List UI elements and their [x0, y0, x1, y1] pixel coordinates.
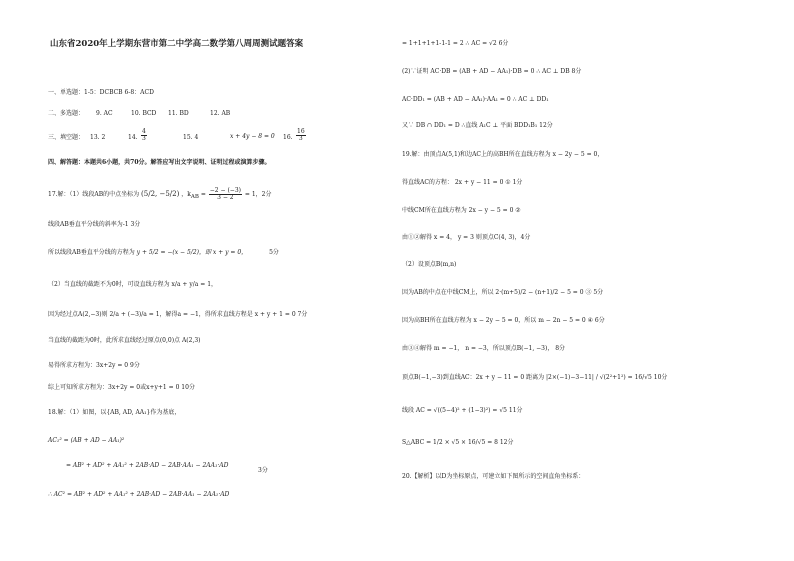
p17-line6: 当直线的截距为0时，此所求直线经过原点(0,0)点 A(2,3) [48, 337, 201, 344]
r-line3: AC·DD₁ = (AB + AD − AA₁)·AA₁ = 0 ∴ AC ⊥ DD₁ [402, 96, 549, 103]
r-line13: 顶点B(−1,−3)到直线AC：2x + y − 11 = 0 距离为 |2×(−1)−3−11| / √(2²+1²) = 16/√5 10分 [402, 374, 668, 381]
single-choice-answers: 一、单选题：1-5：DCBCB 6-8：ACD [48, 89, 154, 96]
r-line12: 由③④解得 m = −1， n = −3，所以顶点B(−1, −3)， 8分 [402, 345, 566, 352]
q11-answer: 11. BD [168, 110, 189, 117]
fill-blank-label: 三、填空题： [48, 134, 85, 141]
r-line6: 得直线AC的方程： 2x + y − 11 = 0 ① 1分 [402, 179, 523, 186]
q10-answer: 10. BCD [131, 110, 157, 117]
r-line2: (2)∵证明 AC·DB = (AB + AD − AA₁)·DB = 0 ∴ AC ⊥ DB 8分 [402, 68, 582, 75]
r-line8: 由①②解得 x = 4， y = 3 则顶点C(4, 3)，4分 [402, 234, 531, 241]
p17-line8: 综上可知所求方程为：3x+2y = 0或x+y+1 = 0 10分 [48, 384, 195, 391]
r-line9: （2）设顶点B(m,n) [402, 261, 457, 268]
q16-fraction: $\frac{16}{3}$ [297, 128, 305, 142]
r-line16: 20.【解析】以D为坐标原点，可建立如下图所示的空间直角坐标系： [402, 473, 585, 480]
solution-section-header: 四、解答题：本题共6小题，共70分。解答应写出文字说明、证明过程或演算步骤。 [48, 159, 271, 166]
r-line15: S△ABC = 1/2 × √5 × 16/√5 = 8 12分 [402, 439, 514, 446]
r-line4: 又∵ DB ∩ DD₁ = D ∴直线 A₁C ⊥ 平面 BDD₁B₁ 12分 [402, 122, 553, 129]
p17-line3: 所以线段AB垂直平分线的方程为 y + 5/2 = −(x − 5/2)，即 x + y = 0， 5分 [48, 249, 279, 256]
r-line1: = 1+1+1+1-1-1 = 2 ∴ AC = √2 6分 [402, 40, 509, 47]
q13-answer: 13. 2 [90, 134, 106, 141]
q15-answer: 15. 4 [183, 134, 199, 141]
page-title: 山东省2020年上学期东营市第二中学高二数学第八周周测试题答案 [50, 39, 304, 49]
q15-equation: x + 4y − 8 = 0 [230, 133, 275, 140]
r-line10: 因为AB的中点在中线CM上，所以 2·(m+5)/2 − (n+1)/2 − 5 = 0 ③ 5分 [402, 289, 604, 296]
q14-label: 14. [128, 134, 138, 141]
p18-line1: 18.解：（1）如图，以{AB, AD, AA₁}作为基底， [48, 409, 181, 416]
r-line11: 因为高BH所在直线方程为 x − 2y − 5 = 0，所以 m − 2n − 5 = 0 ④ 6分 [402, 317, 605, 324]
p17-line1: 17.解：（1）线段AB的中点坐标为 (5/2, −5/2) ，$k_{AB}$ = $\frac{-2 - (-3)}{3 - 2}$ = 1，2分 [48, 187, 272, 201]
p18-line2: AC₁² = (AB + AD − AA₁)² [48, 437, 125, 444]
p17-line7: 易得所求方程为：3x+2y = 0 9分 [48, 362, 140, 369]
p18-line3-score: 3分 [258, 467, 268, 474]
q9-answer: 9. AC [96, 110, 113, 117]
q12-answer: 12. AB [210, 110, 231, 117]
q16-label: 16. [283, 134, 293, 141]
p17-line4: （2）当直线的截距不为0时，可设直线方程为 x/a + y/a = 1， [48, 281, 218, 288]
r-line5: 19.解：由顶点A(5,1)和边AC上的高BH所在直线方程为 x − 2y − 5 = 0， [402, 151, 604, 158]
p17-line5: 因为经过点A(2,−3)则 2/a + (−3)/a = 1，解得a = −1，得所求直线方程是 x + y + 1 = 0 7分 [48, 311, 308, 318]
q14-fraction: $\frac{4}{3}$ [142, 128, 146, 142]
r-line14: 线段 AC = √((5−4)² + (1−3)²) = √5 11分 [402, 407, 523, 414]
p17-line2: 线段AB垂直平分线的斜率为-1 3分 [48, 221, 141, 228]
r-line7: 中线CM所在直线方程为 2x − y − 5 = 0 ② [402, 207, 521, 214]
p18-line4: ∴ AC² = AB² + AD² + AA₁² + 2AB·AD − 2AB·AA₁ − 2AA₁·AD [48, 491, 230, 498]
multi-choice-label: 二、多选题： [48, 110, 85, 117]
p18-line3: = AB² + AD² + AA₁² + 2AB·AD − 2AB·AA₁ − 2AA₁·AD [66, 462, 229, 469]
